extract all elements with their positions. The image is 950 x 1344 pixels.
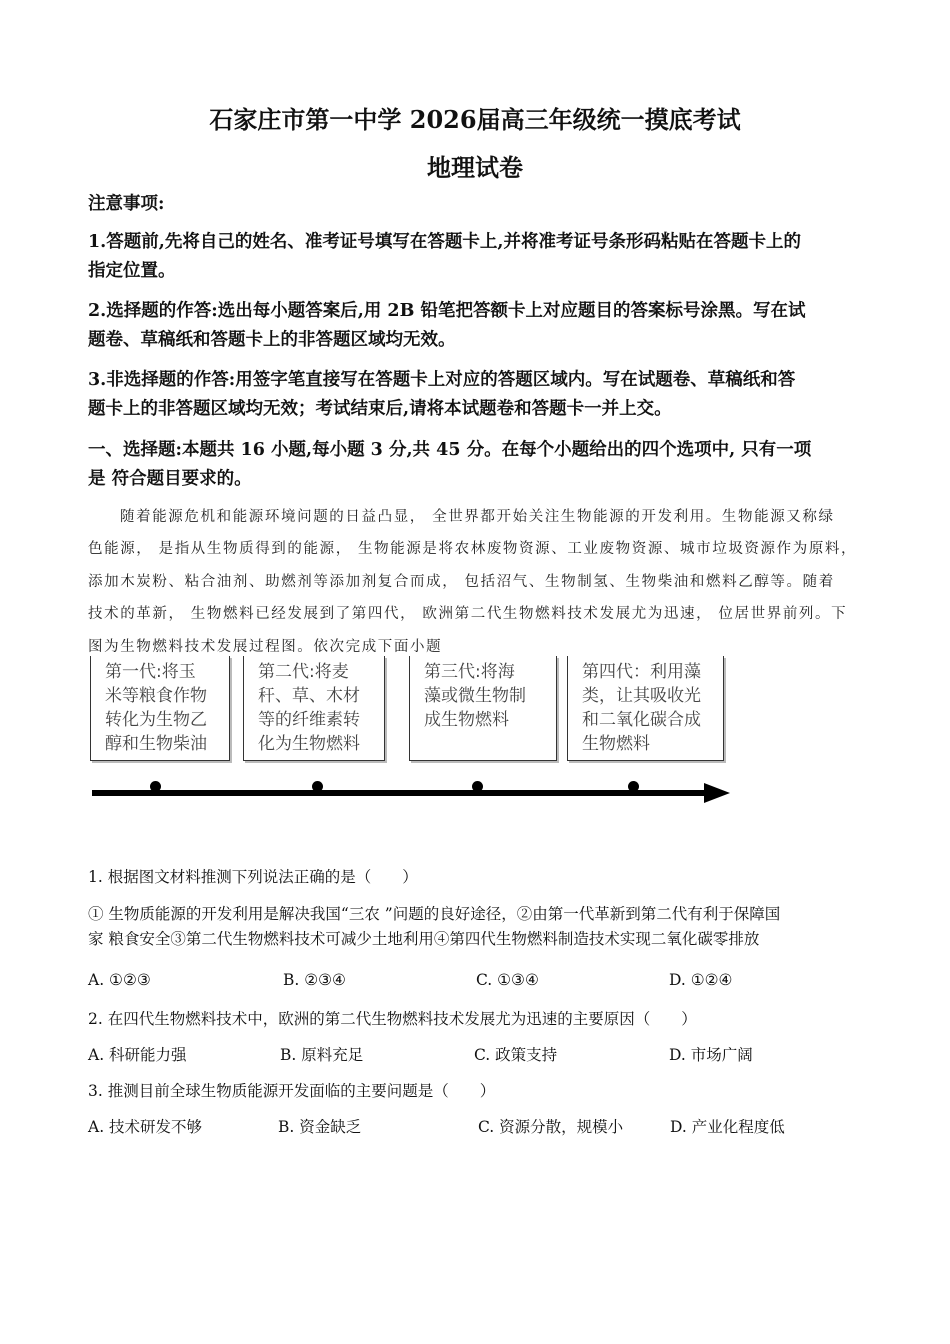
question-3-option-c[interactable]: C. 资源分散，规模小 (478, 1118, 624, 1136)
generation-1-box (90, 656, 230, 761)
question-2-option-c[interactable]: C. 政策支持 (474, 1046, 558, 1064)
generation-3-box (409, 656, 557, 761)
question-1-option-d[interactable]: D. ①②④ (669, 971, 733, 989)
question-1-stem: 1. 根据图文材料推测下列说法正确的是（ ） (88, 868, 418, 886)
passage-line-2: 色能源， 是指从生物质得到的能源， 生物能源是将农林废物资源、工业废物资源、城市垃圾资源作为原料， (88, 541, 858, 557)
question-2-option-b[interactable]: B. 原料充足 (280, 1046, 364, 1064)
notice-item-1-line-2: 指定位置。 (88, 261, 176, 281)
timeline-axis (92, 790, 706, 796)
question-1-option-a[interactable]: A. ①②③ (88, 971, 151, 989)
timeline-dot-3 (472, 781, 483, 792)
timeline-dot-1 (150, 781, 161, 792)
notice-heading: 注意事项: (88, 194, 165, 214)
timeline-dot-2 (312, 781, 323, 792)
passage-line-5: 图为生物燃料技术发展过程图。依次完成下面小题 (88, 639, 443, 655)
notice-item-3-line-2: 题卡上的非答题区域均无效；考试结束后,请将本试题卷和答题卡一并上交。 (88, 399, 672, 419)
question-2-stem: 2. 在四代生物燃料技术中，欧洲的第二代生物燃料技术发展尤为迅速的主要原因（ ） (88, 1010, 697, 1028)
generation-2-text: 第二代:将麦 秆、草、木材 等的纤维素转 化为生物燃料 (258, 662, 360, 754)
question-1-option-c[interactable]: C. ①③④ (476, 971, 539, 989)
notice-item-1-line-1: 1.答题前,先将自己的姓名、准考证号填写在答题卡上,并将准考证号条形码粘贴在答题卡上的 (88, 232, 801, 252)
section-heading-line-2: 是 符合题目要求的。 (88, 469, 252, 489)
question-3-option-b[interactable]: B. 资金缺乏 (278, 1118, 362, 1136)
question-1-option-b[interactable]: B. ②③④ (283, 971, 346, 989)
notice-item-3-line-1: 3.非选择题的作答:用签字笔直接写在答题卡上对应的答题区域内。写在试题卷、草稿纸和答 (88, 370, 796, 390)
question-2-option-a[interactable]: A. 科研能力强 (88, 1046, 187, 1064)
passage-line-4: 技术的革新， 生物燃料已经发展到了第四代， 欧洲第二代生物燃料技术发展尤为迅速， 位居世界前列。下 (88, 606, 848, 622)
generation-3-text: 第三代:将海 藻或微生物制 成生物燃料 (424, 662, 526, 730)
notice-item-2-line-1: 2.选择题的作答:选出每小题答案后,用 2B 铅笔把答额卡上对应题目的答案标号涂黑。写在试 (88, 301, 806, 321)
question-1-desc-line-1: ① 生物质能源的开发利用是解决我国“三农 ”问题的良好途径，②由第一代革新到第二代有利于保障国 (88, 905, 781, 923)
timeline-dot-4 (628, 781, 639, 792)
generation-1-text: 第一代:将玉 米等粮食作物 转化为生物乙 醇和生物柴油 (105, 662, 207, 754)
notice-item-2-line-2: 题卷、草稿纸和答题卡上的非答题区域均无效。 (88, 330, 456, 350)
section-heading-line-1: 一、选择题:本题共 16 小题,每小题 3 分,共 45 分。在每个小题给出的四个选项中, 只有一项 (88, 440, 812, 460)
passage-line-1: 随着能源危机和能源环境问题的日益凸显， 全世界都开始关注生物能源的开发利用。生物能源又称绿 (120, 509, 835, 525)
generation-4-text: 第四代：利用藻 类，让其吸收光 和二氧化碳合成 生物燃料 (582, 662, 701, 754)
generation-2-box (243, 656, 385, 761)
exam-subtitle: 地理试卷 (427, 153, 523, 182)
exam-title: 石家庄市第一中学 2026届高三年级统一摸底考试 (209, 105, 741, 134)
generation-4-box (567, 656, 724, 761)
question-3-option-a[interactable]: A. 技术研发不够 (88, 1118, 203, 1136)
question-3-stem: 3. 推测目前全球生物质能源开发面临的主要问题是（ ） (88, 1082, 496, 1100)
timeline-arrow-icon (704, 783, 730, 803)
question-1-desc-line-2: 家 粮食安全③第二代生物燃料技术可减少土地利用④第四代生物燃料制造技术实现二氧化碳零排放 (88, 930, 760, 948)
passage-line-3: 添加木炭粉、粘合油剂、助燃剂等添加剂复合而成， 包括沼气、生物制氢、生物柴油和燃料乙醇等。随着 (88, 574, 835, 590)
question-2-option-d[interactable]: D. 市场广阔 (669, 1046, 753, 1064)
question-3-option-d[interactable]: D. 产业化程度低 (670, 1118, 785, 1136)
